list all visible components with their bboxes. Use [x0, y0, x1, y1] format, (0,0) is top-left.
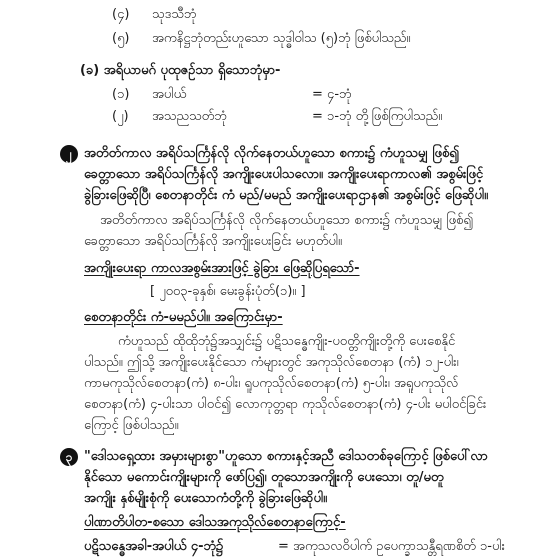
list-value: = ၄-ဘုံ — [312, 87, 352, 102]
question-line: နိုင်သော မကောင်းကျိုးများကို ဖော်ပြ၍၊ တူသောအကျိုးကို ပေးသော၊ တူ/မတူ — [84, 470, 444, 485]
reference-note: [ ၂၀၀၃-ခုနှစ်၊ မေးခွန်းပုံတ်(၁)။ ] — [150, 284, 306, 299]
list-item — [112, 86, 532, 104]
list-value: = ၁-ဘုံ တို့ဖြစ်ကြပါသည်။ — [312, 109, 443, 124]
answer-line: အတိတ်ကာလ အရိပ်သင်္ကြန်လို လိုက်နေတယ်ဟူသော စကား၌ ကံဟူသမျှ ဖြစ်၍ — [100, 213, 474, 228]
answer-value: = အကုသလဝိပါက် ဥပေက္ခာသန္တီရဏစိတ် ၁-ပါး — [278, 539, 505, 554]
question-number-badge: ၂ — [60, 145, 78, 163]
section-heading: (ခ) အရိယာမဂ် ပုထုဇဉ်သာ ရှိသောဘုံမှာ- — [80, 63, 281, 78]
answer-label: ပဋိသန္ဓေအခါ-အပါယ် ၄-ဘုံ၌ — [84, 539, 224, 554]
list-item — [112, 108, 532, 126]
question-line: ခေတ္တာသော အရိပ်သင်္ကြန်လို အကျိုးပေးပါသလော။ အကျိုးပေးရာကာလ၏ အစွမ်းဖြင့် — [84, 167, 484, 182]
answer-line: ခေတ္တာသော အရိပ်သင်္ကြန်လို အကျိုးပေးခြင်း မဟုတ်ပါ။ — [84, 234, 342, 249]
sub-heading: ပါဏာတိပါတ-စသော ဒေါသအကုသိုလ်စေတနာကြောင့်- — [84, 515, 346, 530]
list-label: အပါယ် — [152, 87, 187, 102]
list-number: (၄) — [112, 7, 130, 22]
list-text: အကနိဋ္ဌဘုံတည်းဟူသော သုဒ္ဓါဝါသ (၅)ဘုံ ဖြစ်ပါသည်။ — [152, 31, 411, 46]
question-line: အကျိုး နှစ်မျိုးစုံကို ပေးသောကံတို့ကို ခွဲခြားဖြေဆိုပါ။ — [84, 491, 328, 506]
question-line: အတိတ်ကာလ အရိပ်သင်္ကြန်လို လိုက်နေတယ်ဟူသော စကား၌ ကံဟူသမျှ ဖြစ်၍ — [84, 146, 460, 161]
body-line: ကံဟူသည် ထိုထိုဘုံ၌အသျှင်း၌ ပဋိသန္ဓေကျိုး-ပဝတ္တိကျိုးတို့ကို ပေးစေနိုင် — [118, 334, 456, 349]
body-line: ကာမကုသိုလ်စေတနာ(ကံ) ၈-ပါး၊ ရူပကုသိုလ်စေတနာ(ကံ) ၅-ပါး၊ အရူပကုသိုလ် — [84, 376, 459, 391]
list-item — [112, 6, 197, 24]
question-line: ခွဲခြားဖြေဆိုပြီ၊ စေတနာတိုင်း ကံ မည်/မမည် အကျိုးပေးရာဌာန၏ အစွမ်းဖြင့် ဖြေဆိုပါ။ — [84, 188, 489, 203]
question-number-badge: ၃ — [60, 448, 78, 466]
body-line: စေတနာ(ကံ) ၄-ပါးသာ ပါဝင်၍ လောကုတ္တရာ ကုသိုလ်စေတနာ(ကံ) ၄-ပါး မပါဝင်ခြင်း — [84, 397, 487, 412]
list-number: (၁) — [112, 87, 130, 102]
sub-heading: အကျိုးပေးရာ ကာလအစွမ်းအားဖြင့် ခွဲခြား ဖြေဆိုပြရသော်- — [84, 261, 360, 276]
list-item — [112, 30, 411, 48]
list-text: သုဒသီဘုံ — [152, 7, 197, 22]
list-number: (၂) — [112, 109, 129, 124]
body-line: ကြောင့် ဖြစ်ပါသည်။ — [84, 418, 179, 433]
question-line: "ဒေါသရှေ့ထား အမှားများစွာ"ဟူသော စကားနှင့်အညီ ဒေါသတစ်ခုကြောင့် ဖြစ်ပေါ်လာ — [84, 449, 488, 464]
body-line: ပါသည်။ ဤသို့ အကျိုးပေးနိုင်သော ကံများတွင် အကုသိုလ်စေတနာ (ကံ) ၁၂-ပါး၊ — [84, 355, 459, 370]
list-label: အသညသတ်ဘုံ — [152, 109, 227, 124]
list-number: (၅) — [112, 31, 130, 46]
sub-heading: စေတနာတိုင်း ကံ-မမည်ပါ။ အကြောင်းမှာ- — [84, 310, 283, 325]
